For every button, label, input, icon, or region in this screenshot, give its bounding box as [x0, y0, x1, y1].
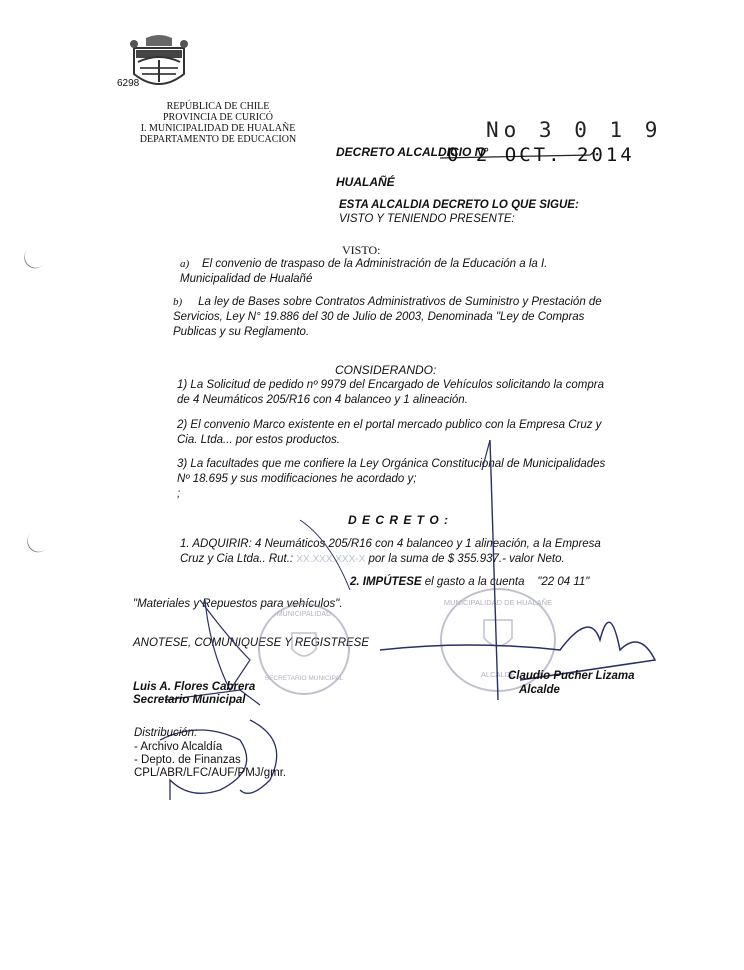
considerando-1-text: 1) La Solicitud de pedido nº 9979 del Encargado de Vehículos solicitando la compra: [177, 379, 604, 391]
secretary-seal-top-text: MUNICIPALIDAD: [276, 611, 332, 618]
visto-item-a: [180, 257, 640, 287]
considerando-heading: CONSIDERANDO:: [335, 363, 437, 377]
decreto-item-2: [350, 575, 589, 590]
mayor-seal-bottom-text: ALCALDE: [480, 670, 516, 679]
decreto-heading: D E C R E T O :: [348, 513, 450, 527]
punch-hole-mark: [20, 241, 52, 273]
considerando-item-1: [177, 378, 647, 408]
considerando-item-3: [177, 457, 647, 502]
mayor-name: Claudio Pucher Lizama: [508, 670, 635, 682]
letterhead-municipality: I. MUNICIPALIDAD DE HUALAÑE: [140, 123, 296, 134]
distribution-item-archive: - Archivo Alcaldía: [134, 741, 223, 753]
decreto-1-rut-label: Cruz y Cia Ltda.. Rut.:: [180, 553, 294, 565]
decreto-item-1: [180, 537, 645, 567]
mayor-title: Alcalde: [519, 684, 560, 696]
reference-number: 6298: [117, 78, 140, 89]
secretary-seal: [258, 603, 350, 695]
considerando-3-text-end: ;: [177, 488, 181, 500]
visto-a-marker: a): [180, 258, 190, 270]
decree-number-stamp: No 3 0 1 9: [486, 118, 663, 142]
visto-b-text-end: Publicas y su Reglamento.: [173, 326, 310, 338]
letterhead-department: DEPARTAMENTO DE EDUCACION: [139, 134, 297, 145]
considerando-2-text-cont: Cia. Ltda... por estos productos.: [177, 434, 341, 446]
redacted-rut: XX.XXX.XXX-X: [296, 554, 366, 565]
mayor-seal-top-text: MUNICIPALIDAD DE HUALAÑE: [443, 598, 553, 607]
visto-a-text: El convenio de traspaso de la Administración de la Educación a la I.: [201, 258, 548, 270]
visto-b-text: La ley de Bases sobre Contratos Administrativos de Suministro y Prestación de: [198, 296, 602, 308]
visto-a-text-cont: Municipalidad de Hualañé: [180, 273, 313, 285]
letterhead-province: PROVINCIA DE CURICÓ: [162, 112, 273, 123]
decree-date-stamp: 0 2 OCT. 2014: [447, 144, 635, 166]
visto-b-marker: b): [173, 296, 183, 308]
intro-subheading: VISTO Y TENIENDO PRESENTE:: [339, 213, 515, 225]
decree-place: HUALAÑÉ: [336, 175, 395, 189]
decreto-2-label: 2. IMPÚTESE: [350, 576, 422, 588]
decreto-2-account: "22 04 11": [537, 576, 590, 588]
considerando-2-text: 2) El convenio Marco existente en el portal mercado publico con la Empresa Cruz y: [177, 419, 602, 431]
decreto-1-text: 1. ADQUIRIR: 4 Neumáticos 205/R16 con 4 balanceo y 1 alineación, a la Empresa: [180, 538, 601, 550]
distribution-heading: Distribución:: [134, 727, 198, 739]
visto-item-b: [173, 295, 643, 340]
visto-b-text-cont: Servicios, Ley N° 19.886 del 30 de Julio de 2003, Denominada "Ley de Compras: [173, 311, 585, 323]
decreto-2-account-name: "Materiales y Repuestos para vehículos".: [133, 598, 343, 610]
considerando-3-text-cont: Nº 18.695 y sus modificaciones he acordado y;: [177, 473, 417, 485]
intro-heading: ESTA ALCALDIA DECRETO LO QUE SIGUE:: [339, 199, 579, 211]
punch-hole-mark: [23, 525, 55, 557]
secretary-name: Luis A. Flores Cabrera: [133, 681, 256, 693]
considerando-1-text-cont: de 4 Neumáticos 205/R16 con 4 balanceo y 1 alineación.: [177, 394, 468, 406]
visto-heading: VISTO:: [342, 243, 381, 257]
distribution-item-finance: - Depto. de Finanzas: [134, 754, 241, 766]
distribution-initials: CPL/ABR/LFC/AUF/PMJ/gmr.: [134, 767, 287, 779]
letterhead: [118, 101, 318, 145]
closing-formula: ANOTESE, COMUNIQUESE Y REGISTRESE: [133, 637, 370, 649]
decree-title: DECRETO ALCALDICIO N°: [336, 145, 489, 159]
decreto-1-amount: por la suma de $ 355.937.- valor Neto.: [368, 553, 565, 565]
considerando-3-text: 3) La facultades que me confiere la Ley Orgánica Constitucional de Municipalidades: [177, 458, 606, 470]
considerando-item-2: [177, 418, 647, 448]
secretary-seal-bottom-text: SECRETARIO MUNICIPAL: [264, 675, 344, 682]
letterhead-country: REPÚBLICA DE CHILE: [166, 101, 270, 112]
secretary-title: Secretario Municipal: [133, 694, 246, 706]
decreto-2-text: el gasto a la cuenta: [424, 576, 525, 588]
